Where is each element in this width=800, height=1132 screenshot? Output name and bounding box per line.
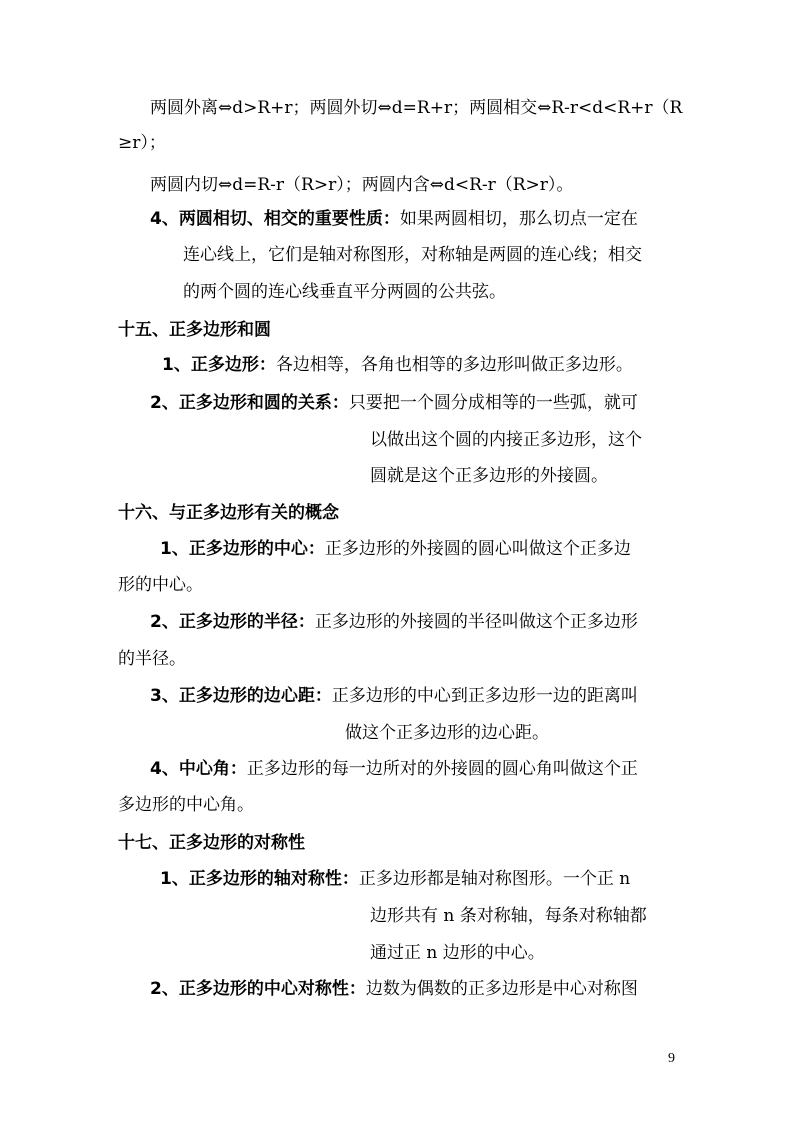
section-heading: 十七、正多边形的对称性 [118,833,305,853]
text-line: 多边形的中心角。 [118,795,254,815]
text-line: 形的中心。 [118,575,203,595]
item-label: 1、正多边形的轴对称性： [160,869,359,889]
item-label: 2、正多边形和圆的关系： [150,393,349,413]
text-line [160,867,630,891]
item-text: 只要把一个圆分成相等的一些弧，就可 [348,393,638,413]
section-heading: 十五、正多边形和圆 [118,320,271,340]
text-line [162,353,633,377]
text-line: 圆就是这个正多边形的外接圆。 [370,466,608,486]
item-text: 正多边形都是轴对称图形。一个正 n [358,869,631,889]
item-label: 3、正多边形的边心距： [150,686,332,706]
text-line: 的半径。 [118,649,186,669]
page-number: 9 [668,1051,675,1066]
item-text: 正多边形的中心到正多边形一边的距离叫 [331,686,638,706]
item-text: 各边相等，各角也相等的多边形叫做正多边形。 [275,355,633,375]
text-line [150,391,638,415]
text-line [150,977,638,1001]
text-line: ≥r）； [118,133,166,153]
item-text: 正多边形的外接圆的半径叫做这个正多边形 [314,612,638,632]
text-line: 以做出这个圆的内接正多边形，这个 [370,430,642,450]
text-line [150,757,638,781]
item-text: 边数为偶数的正多边形是中心对称图 [365,979,638,999]
item-label: 1、正多边形： [162,355,276,375]
text-line: 边形共有 n 条对称轴，每条对称轴都 [370,906,647,926]
text-line: 两圆内切⇔d=R-r（R>r）；两圆内含⇔d<R-r（R>r）。 [150,175,574,195]
item-label: 2、正多边形的半径： [150,612,315,632]
item-label: 4、两圆相切、相交的重要性质： [150,209,400,229]
text-line [150,684,638,708]
text-line: 两圆外离⇔d>R+r；两圆外切⇔d=R+r；两圆相交⇔R-r<d<R+r（R [150,98,683,118]
text-line [150,207,638,231]
text-line: 做这个正多边形的边心距。 [345,723,549,743]
item-label: 1、正多边形的中心： [160,539,325,559]
text-line: 通过正 n 边形的中心。 [370,943,545,963]
item-text: 正多边形的外接圆的圆心叫做这个正多边 [324,539,631,559]
item-text: 如果两圆相切，那么切点一定在 [399,209,638,229]
text-line: 的两个圆的连心线垂直平分两圆的公共弦。 [183,282,506,302]
text-line [160,537,631,561]
text-line [150,610,638,634]
item-label: 4、中心角： [150,759,247,779]
section-heading: 十六、与正多边形有关的概念 [118,503,339,523]
item-label: 2、正多边形的中心对称性： [150,979,366,999]
item-text: 正多边形的每一边所对的外接圆的圆心角叫做这个正 [246,759,638,779]
text-line: 连心线上，它们是轴对称图形，对称轴是两圆的连心线；相交 [183,245,642,265]
